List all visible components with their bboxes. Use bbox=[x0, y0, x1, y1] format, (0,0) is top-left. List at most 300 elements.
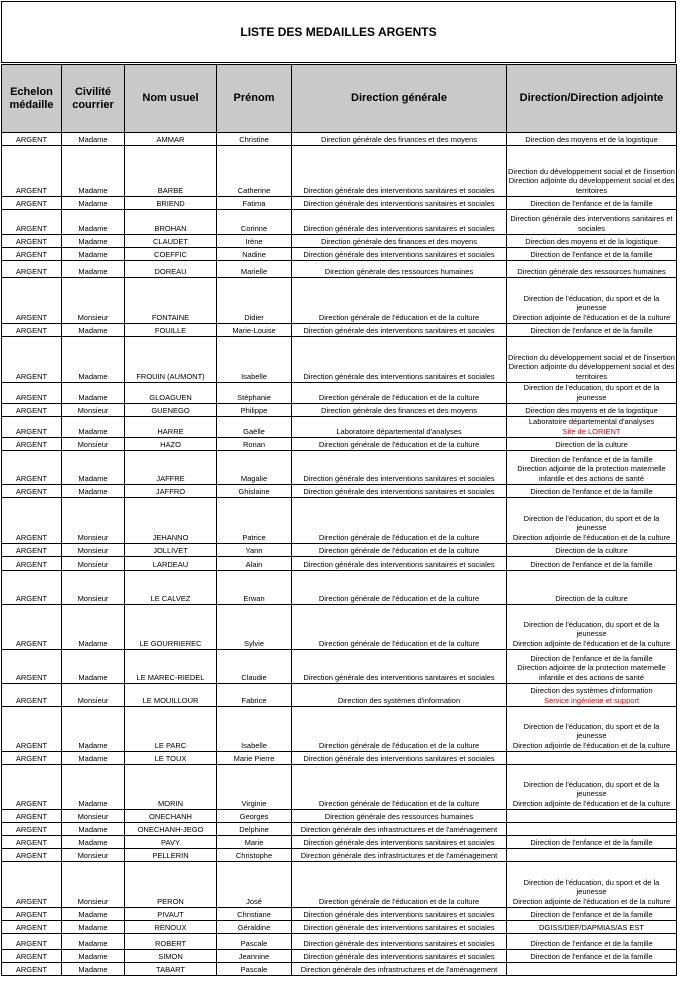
cell-echelon: ARGENT bbox=[2, 485, 62, 498]
cell-echelon: ARGENT bbox=[2, 765, 62, 810]
table-row bbox=[2, 197, 677, 210]
direction-adjointe-line: DGISS/DEF/DAPMIAS/AS EST bbox=[538, 922, 645, 932]
direction-adjointe-line: Direction générale des interventions sanitaires et sociales bbox=[510, 214, 673, 233]
cell-civilite: Madame bbox=[62, 451, 125, 485]
cell-echelon: ARGENT bbox=[2, 197, 62, 210]
header-nom: Nom usuel bbox=[125, 65, 217, 133]
cell-direction-adjointe bbox=[507, 810, 677, 823]
cell-nom: ROBERT bbox=[125, 934, 217, 950]
cell-direction-generale: Direction générale des interventions sanitaires et sociales bbox=[292, 485, 507, 498]
direction-adjointe-line: Direction de l'éducation, du sport et de la jeunesse bbox=[523, 721, 660, 740]
table-row bbox=[2, 544, 677, 557]
page-title: LISTE DES MEDAILLES ARGENTS bbox=[1, 1, 676, 63]
cell-nom: HAZO bbox=[125, 438, 217, 451]
table-row bbox=[2, 210, 677, 235]
cell-direction-adjointe bbox=[507, 605, 677, 650]
cell-direction-generale: Direction générale des interventions sanitaires et sociales bbox=[292, 337, 507, 383]
cell-direction-generale: Direction générale des interventions sanitaires et sociales bbox=[292, 934, 507, 950]
cell-nom: LE TOUX bbox=[125, 752, 217, 765]
cell-nom: LE CALVEZ bbox=[125, 571, 217, 605]
cell-civilite: Madame bbox=[62, 485, 125, 498]
cell-nom: RENOUX bbox=[125, 921, 217, 934]
cell-echelon: ARGENT bbox=[2, 908, 62, 921]
cell-direction-generale: Direction générale de l'éducation et de la culture bbox=[292, 571, 507, 605]
cell-nom: LE GOURRIEREC bbox=[125, 605, 217, 650]
cell-nom: ONECHANH bbox=[125, 810, 217, 823]
direction-adjointe-line: Direction des systèmes d'information bbox=[530, 686, 653, 695]
direction-adjointe-line: Direction de l'enfance et de la famille bbox=[530, 454, 653, 464]
cell-echelon: ARGENT bbox=[2, 557, 62, 571]
cell-prenom: Ghislaine bbox=[217, 485, 292, 498]
cell-civilite: Madame bbox=[62, 210, 125, 235]
cell-echelon: ARGENT bbox=[2, 235, 62, 248]
table-row bbox=[2, 862, 677, 908]
cell-direction-generale: Direction générale de l'éducation et de la culture bbox=[292, 544, 507, 557]
cell-nom: MORIN bbox=[125, 765, 217, 810]
table-row bbox=[2, 278, 677, 324]
cell-echelon: ARGENT bbox=[2, 146, 62, 197]
cell-nom: HARRE bbox=[125, 417, 217, 438]
cell-nom: LE PARC bbox=[125, 707, 217, 752]
cell-prenom: Didier bbox=[217, 278, 292, 324]
cell-civilite: Madame bbox=[62, 197, 125, 210]
cell-echelon: ARGENT bbox=[2, 404, 62, 417]
cell-nom: COEFFIC bbox=[125, 248, 217, 261]
header-prenom: Prénom bbox=[217, 65, 292, 133]
cell-direction-adjointe bbox=[507, 849, 677, 862]
cell-prenom: Stéphanie bbox=[217, 383, 292, 404]
direction-adjointe-line: Direction adjointe du développement social et des territoires bbox=[508, 362, 675, 381]
direction-adjointe-line: Direction adjointe de la protection maternelle infantile et des actions de santé bbox=[517, 464, 666, 483]
cell-echelon: ARGENT bbox=[2, 417, 62, 438]
cell-direction-adjointe bbox=[507, 261, 677, 278]
table-row bbox=[2, 571, 677, 605]
cell-prenom: Magalie bbox=[217, 451, 292, 485]
table-row bbox=[2, 337, 677, 383]
cell-echelon: ARGENT bbox=[2, 544, 62, 557]
cell-civilite: Monsieur bbox=[62, 404, 125, 417]
cell-prenom: Fatima bbox=[217, 197, 292, 210]
cell-nom: BARBE bbox=[125, 146, 217, 197]
cell-echelon: ARGENT bbox=[2, 324, 62, 337]
cell-prenom: Alain bbox=[217, 557, 292, 571]
cell-civilite: Madame bbox=[62, 950, 125, 963]
cell-civilite: Monsieur bbox=[62, 498, 125, 544]
table-row bbox=[2, 707, 677, 752]
cell-echelon: ARGENT bbox=[2, 248, 62, 261]
cell-direction-generale: Direction générale des infrastructures et de l'aménagement bbox=[292, 823, 507, 836]
cell-direction-adjointe bbox=[507, 765, 677, 810]
cell-echelon: ARGENT bbox=[2, 707, 62, 752]
direction-adjointe-line: Direction adjointe de l'éducation et de la culture bbox=[512, 312, 671, 322]
cell-direction-generale: Direction des systèmes d'information bbox=[292, 684, 507, 707]
direction-adjointe-line: Direction de l'enfance et de la famille bbox=[530, 653, 653, 663]
cell-direction-adjointe bbox=[507, 752, 677, 765]
direction-adjointe-line: Direction de l'éducation, du sport et de la jeunesse bbox=[523, 877, 660, 896]
direction-adjointe-line: Direction du développement social et de l'insertion bbox=[508, 352, 675, 362]
cell-prenom: Fabrice bbox=[217, 684, 292, 707]
cell-echelon: ARGENT bbox=[2, 921, 62, 934]
cell-direction-generale: Direction générale des interventions sanitaires et sociales bbox=[292, 650, 507, 684]
cell-echelon: ARGENT bbox=[2, 934, 62, 950]
cell-prenom: Philippe bbox=[217, 404, 292, 417]
cell-echelon: ARGENT bbox=[2, 337, 62, 383]
cell-civilite: Madame bbox=[62, 836, 125, 849]
table-row bbox=[2, 823, 677, 836]
cell-direction-adjointe bbox=[507, 650, 677, 684]
table-row bbox=[2, 404, 677, 417]
cell-direction-adjointe bbox=[507, 485, 677, 498]
cell-prenom: Nadine bbox=[217, 248, 292, 261]
cell-direction-adjointe bbox=[507, 248, 677, 261]
cell-civilite: Madame bbox=[62, 934, 125, 950]
direction-adjointe-line: Direction adjointe de l'éducation et de la culture bbox=[512, 638, 671, 648]
cell-direction-adjointe bbox=[507, 862, 677, 908]
table-row bbox=[2, 684, 677, 707]
cell-nom: JEHANNO bbox=[125, 498, 217, 544]
cell-prenom: Virginie bbox=[217, 765, 292, 810]
cell-prenom: Ronan bbox=[217, 438, 292, 451]
direction-adjointe-line: Direction de l'enfance et de la famille bbox=[530, 486, 653, 496]
cell-nom: PELLERIN bbox=[125, 849, 217, 862]
cell-civilite: Monsieur bbox=[62, 684, 125, 707]
cell-direction-adjointe bbox=[507, 235, 677, 248]
header-direction-generale: Direction générale bbox=[292, 65, 507, 133]
cell-direction-generale: Direction générale des interventions sanitaires et sociales bbox=[292, 146, 507, 197]
cell-prenom: Marie Pierre bbox=[217, 752, 292, 765]
cell-nom: PAVY bbox=[125, 836, 217, 849]
cell-prenom: Claudie bbox=[217, 650, 292, 684]
table-row bbox=[2, 836, 677, 849]
cell-direction-adjointe bbox=[507, 324, 677, 337]
cell-nom: JAFFRO bbox=[125, 485, 217, 498]
cell-direction-generale: Direction générale de l'éducation et de la culture bbox=[292, 498, 507, 544]
header-civilite: Civilité courrier bbox=[62, 65, 125, 133]
cell-nom: FONTAINE bbox=[125, 278, 217, 324]
table-row bbox=[2, 921, 677, 934]
table-row bbox=[2, 248, 677, 261]
cell-civilite: Madame bbox=[62, 383, 125, 404]
cell-direction-generale: Direction générale des interventions sanitaires et sociales bbox=[292, 248, 507, 261]
cell-prenom: Sylvie bbox=[217, 605, 292, 650]
cell-echelon: ARGENT bbox=[2, 383, 62, 404]
cell-prenom: Jeannine bbox=[217, 950, 292, 963]
cell-direction-generale: Direction générale des infrastructures et de l'aménagement bbox=[292, 963, 507, 976]
header-echelon: Echelon médaille bbox=[2, 65, 62, 133]
cell-direction-adjointe bbox=[507, 404, 677, 417]
cell-echelon: ARGENT bbox=[2, 438, 62, 451]
cell-civilite: Madame bbox=[62, 765, 125, 810]
table-row bbox=[2, 261, 677, 278]
cell-civilite: Monsieur bbox=[62, 557, 125, 571]
header-row bbox=[2, 65, 677, 133]
cell-civilite: Madame bbox=[62, 248, 125, 261]
direction-adjointe-line: Direction des moyens et de la logistique bbox=[525, 134, 658, 144]
cell-echelon: ARGENT bbox=[2, 950, 62, 963]
cell-direction-adjointe bbox=[507, 337, 677, 383]
cell-echelon: ARGENT bbox=[2, 836, 62, 849]
cell-civilite: Monsieur bbox=[62, 544, 125, 557]
direction-adjointe-line: Direction adjointe de l'éducation et de la culture bbox=[512, 532, 671, 542]
cell-direction-generale: Direction générale de l'éducation et de la culture bbox=[292, 605, 507, 650]
medals-table bbox=[1, 64, 677, 976]
cell-echelon: ARGENT bbox=[2, 849, 62, 862]
cell-direction-generale: Direction générale de l'éducation et de la culture bbox=[292, 862, 507, 908]
table-row bbox=[2, 451, 677, 485]
cell-civilite: Madame bbox=[62, 146, 125, 197]
cell-direction-adjointe bbox=[507, 133, 677, 146]
table-row bbox=[2, 133, 677, 146]
cell-direction-generale: Direction générale des finances et des moyens bbox=[292, 404, 507, 417]
cell-direction-generale: Direction générale des interventions sanitaires et sociales bbox=[292, 836, 507, 849]
cell-echelon: ARGENT bbox=[2, 684, 62, 707]
cell-prenom: Yann bbox=[217, 544, 292, 557]
cell-direction-adjointe bbox=[507, 684, 677, 707]
cell-civilite: Monsieur bbox=[62, 849, 125, 862]
direction-adjointe-line: Direction de l'enfance et de la famille bbox=[530, 938, 653, 948]
cell-nom: LE MOUILLOUR bbox=[125, 684, 217, 707]
cell-prenom: Patrice bbox=[217, 498, 292, 544]
cell-direction-adjointe bbox=[507, 451, 677, 485]
direction-adjointe-line: Direction adjointe du développement social et des territoires bbox=[508, 176, 675, 195]
cell-prenom: Marielle bbox=[217, 261, 292, 278]
direction-adjointe-line: Direction de l'éducation, du sport et de la jeunesse bbox=[523, 779, 660, 798]
cell-civilite: Madame bbox=[62, 235, 125, 248]
cell-direction-generale: Direction générale de l'éducation et de la culture bbox=[292, 438, 507, 451]
cell-direction-adjointe bbox=[507, 950, 677, 963]
direction-adjointe-line: Direction de l'éducation, du sport et de la jeunesse bbox=[523, 293, 660, 312]
table-row bbox=[2, 849, 677, 862]
header-direction-adjointe: Direction/Direction adjointe bbox=[507, 65, 677, 133]
cell-nom: ONECHANH-JEGO bbox=[125, 823, 217, 836]
direction-adjointe-line: Direction de la culture bbox=[555, 439, 628, 449]
cell-prenom: Christophe bbox=[217, 849, 292, 862]
direction-adjointe-line: Laboratoire départemental d'analyses bbox=[528, 417, 655, 426]
cell-nom: FOUILLE bbox=[125, 324, 217, 337]
cell-civilite: Madame bbox=[62, 963, 125, 976]
direction-adjointe-line: Direction adjointe de l'éducation et de la culture bbox=[512, 798, 671, 808]
cell-nom: GLOAGUEN bbox=[125, 383, 217, 404]
table-row bbox=[2, 485, 677, 498]
table-row bbox=[2, 324, 677, 337]
cell-direction-adjointe bbox=[507, 383, 677, 404]
cell-direction-generale: Direction générale des interventions sanitaires et sociales bbox=[292, 210, 507, 235]
cell-nom: BROHAN bbox=[125, 210, 217, 235]
table-row bbox=[2, 963, 677, 976]
cell-direction-adjointe bbox=[507, 921, 677, 934]
direction-adjointe-line: Direction des moyens et de la logistique bbox=[525, 236, 658, 246]
cell-nom: LARDEAU bbox=[125, 557, 217, 571]
cell-civilite: Madame bbox=[62, 261, 125, 278]
cell-civilite: Madame bbox=[62, 605, 125, 650]
cell-nom: SIMON bbox=[125, 950, 217, 963]
cell-direction-generale: Direction générale des interventions sanitaires et sociales bbox=[292, 752, 507, 765]
table-row bbox=[2, 438, 677, 451]
cell-civilite: Madame bbox=[62, 823, 125, 836]
direction-adjointe-line: Direction de l'enfance et de la famille bbox=[530, 325, 653, 335]
cell-nom: BRIEND bbox=[125, 197, 217, 210]
cell-direction-generale: Direction générale des interventions sanitaires et sociales bbox=[292, 908, 507, 921]
cell-direction-generale: Direction générale des interventions sanitaires et sociales bbox=[292, 921, 507, 934]
table-row bbox=[2, 934, 677, 950]
cell-echelon: ARGENT bbox=[2, 823, 62, 836]
cell-civilite: Monsieur bbox=[62, 571, 125, 605]
direction-adjointe-line: Direction de la culture bbox=[555, 593, 628, 603]
cell-direction-adjointe bbox=[507, 963, 677, 976]
cell-direction-adjointe bbox=[507, 707, 677, 752]
cell-direction-adjointe bbox=[507, 278, 677, 324]
cell-civilite: Madame bbox=[62, 337, 125, 383]
table-row bbox=[2, 950, 677, 963]
cell-echelon: ARGENT bbox=[2, 650, 62, 684]
cell-civilite: Monsieur bbox=[62, 810, 125, 823]
direction-adjointe-line: Site de LORIENT bbox=[562, 426, 621, 436]
cell-direction-generale: Direction générale des interventions sanitaires et sociales bbox=[292, 324, 507, 337]
cell-civilite: Madame bbox=[62, 650, 125, 684]
direction-adjointe-line: Direction de l'éducation, du sport et de la jeunesse bbox=[523, 513, 660, 532]
table-row bbox=[2, 417, 677, 438]
cell-direction-adjointe bbox=[507, 934, 677, 950]
table-row bbox=[2, 235, 677, 248]
cell-echelon: ARGENT bbox=[2, 963, 62, 976]
direction-adjointe-line: Direction de l'éducation, du sport et de la jeunesse bbox=[523, 383, 660, 402]
direction-adjointe-line: Direction des moyens et de la logistique bbox=[525, 405, 658, 415]
cell-civilite: Monsieur bbox=[62, 438, 125, 451]
cell-nom: JOLLIVET bbox=[125, 544, 217, 557]
cell-nom: LE MAREC-RIEDEL bbox=[125, 650, 217, 684]
cell-echelon: ARGENT bbox=[2, 451, 62, 485]
cell-direction-adjointe bbox=[507, 146, 677, 197]
direction-adjointe-line: Direction du développement social et de l'insertion bbox=[508, 166, 675, 176]
table-row bbox=[2, 752, 677, 765]
cell-civilite: Madame bbox=[62, 133, 125, 146]
direction-adjointe-line: Direction de l'enfance et de la famille bbox=[530, 249, 653, 259]
table-row bbox=[2, 908, 677, 921]
direction-adjointe-line: Direction générale des ressources humaines bbox=[517, 266, 666, 276]
cell-echelon: ARGENT bbox=[2, 862, 62, 908]
cell-civilite: Monsieur bbox=[62, 862, 125, 908]
cell-echelon: ARGENT bbox=[2, 571, 62, 605]
cell-direction-generale: Direction générale des interventions sanitaires et sociales bbox=[292, 197, 507, 210]
direction-adjointe-line: Direction de l'enfance et de la famille bbox=[530, 559, 653, 569]
cell-prenom: Corinne bbox=[217, 210, 292, 235]
table-row bbox=[2, 765, 677, 810]
cell-prenom: Delphine bbox=[217, 823, 292, 836]
cell-civilite: Madame bbox=[62, 752, 125, 765]
cell-prenom: Catherine bbox=[217, 146, 292, 197]
cell-direction-adjointe bbox=[507, 197, 677, 210]
cell-echelon: ARGENT bbox=[2, 752, 62, 765]
cell-prenom: Marie-Louise bbox=[217, 324, 292, 337]
cell-direction-generale: Direction générale des ressources humaines bbox=[292, 810, 507, 823]
table-row bbox=[2, 605, 677, 650]
cell-echelon: ARGENT bbox=[2, 810, 62, 823]
cell-prenom: Marie bbox=[217, 836, 292, 849]
direction-adjointe-line: Service ingénierie et support bbox=[543, 695, 640, 705]
cell-prenom: Isabelle bbox=[217, 707, 292, 752]
cell-direction-generale: Direction générale des interventions sanitaires et sociales bbox=[292, 950, 507, 963]
cell-direction-generale: Direction générale des interventions sanitaires et sociales bbox=[292, 557, 507, 571]
cell-echelon: ARGENT bbox=[2, 210, 62, 235]
direction-adjointe-line: Direction adjointe de l'éducation et de la culture bbox=[512, 896, 671, 906]
cell-direction-generale: Direction générale de l'éducation et de la culture bbox=[292, 765, 507, 810]
cell-direction-adjointe bbox=[507, 823, 677, 836]
cell-echelon: ARGENT bbox=[2, 498, 62, 544]
cell-nom: PERON bbox=[125, 862, 217, 908]
cell-direction-adjointe bbox=[507, 908, 677, 921]
cell-direction-generale: Direction générale des ressources humaines bbox=[292, 261, 507, 278]
table-body bbox=[2, 133, 677, 976]
cell-direction-generale: Direction générale des infrastructures et de l'aménagement bbox=[292, 849, 507, 862]
cell-prenom: Georges bbox=[217, 810, 292, 823]
cell-echelon: ARGENT bbox=[2, 605, 62, 650]
cell-echelon: ARGENT bbox=[2, 261, 62, 278]
direction-adjointe-line: Direction de l'enfance et de la famille bbox=[530, 951, 653, 961]
cell-direction-generale: Direction générale de l'éducation et de la culture bbox=[292, 707, 507, 752]
cell-direction-adjointe bbox=[507, 438, 677, 451]
cell-prenom: Christine bbox=[217, 133, 292, 146]
table-row bbox=[2, 810, 677, 823]
cell-civilite: Madame bbox=[62, 921, 125, 934]
cell-nom: TABART bbox=[125, 963, 217, 976]
direction-adjointe-line: Direction adjointe de l'éducation et de la culture bbox=[512, 740, 671, 750]
cell-prenom: Géraldine bbox=[217, 921, 292, 934]
direction-adjointe-line: Direction adjointe de la protection maternelle infantile et des actions de santé bbox=[517, 663, 666, 682]
cell-direction-adjointe bbox=[507, 571, 677, 605]
direction-adjointe-line: Direction de l'enfance et de la famille bbox=[530, 837, 653, 847]
cell-direction-adjointe bbox=[507, 544, 677, 557]
cell-nom: JAFFRE bbox=[125, 451, 217, 485]
cell-direction-generale: Direction générale des finances et des moyens bbox=[292, 235, 507, 248]
cell-civilite: Madame bbox=[62, 908, 125, 921]
cell-direction-generale: Direction générale de l'éducation et de la culture bbox=[292, 383, 507, 404]
cell-direction-generale: Direction générale de l'éducation et de la culture bbox=[292, 278, 507, 324]
table-row bbox=[2, 557, 677, 571]
cell-prenom: Pascale bbox=[217, 934, 292, 950]
table-row bbox=[2, 650, 677, 684]
direction-adjointe-line: Direction de l'enfance et de la famille bbox=[530, 909, 653, 919]
cell-nom: DOREAU bbox=[125, 261, 217, 278]
cell-prenom: Irène bbox=[217, 235, 292, 248]
cell-direction-adjointe bbox=[507, 417, 677, 438]
cell-civilite: Madame bbox=[62, 707, 125, 752]
cell-civilite: Monsieur bbox=[62, 278, 125, 324]
cell-civilite: Madame bbox=[62, 324, 125, 337]
cell-prenom: José bbox=[217, 862, 292, 908]
cell-nom: PIVAUT bbox=[125, 908, 217, 921]
cell-nom: FROUIN (AUMONT) bbox=[125, 337, 217, 383]
cell-direction-generale: Direction générale des interventions sanitaires et sociales bbox=[292, 451, 507, 485]
direction-adjointe-line: Direction de la culture bbox=[555, 545, 628, 555]
cell-prenom: Gaëlle bbox=[217, 417, 292, 438]
cell-prenom: Pascale bbox=[217, 963, 292, 976]
cell-direction-adjointe bbox=[507, 836, 677, 849]
cell-echelon: ARGENT bbox=[2, 278, 62, 324]
cell-nom: CLAUDET bbox=[125, 235, 217, 248]
cell-civilite: Madame bbox=[62, 417, 125, 438]
cell-nom: GUENEGO bbox=[125, 404, 217, 417]
cell-direction-adjointe bbox=[507, 210, 677, 235]
direction-adjointe-line: Direction de l'enfance et de la famille bbox=[530, 198, 653, 208]
cell-echelon: ARGENT bbox=[2, 133, 62, 146]
direction-adjointe-line: Direction de l'éducation, du sport et de la jeunesse bbox=[523, 619, 660, 638]
cell-prenom: Isabelle bbox=[217, 337, 292, 383]
cell-direction-adjointe bbox=[507, 557, 677, 571]
table-row bbox=[2, 146, 677, 197]
cell-prenom: Christiane bbox=[217, 908, 292, 921]
cell-direction-generale: Laboratoire départemental d'analyses bbox=[292, 417, 507, 438]
cell-nom: AMMAR bbox=[125, 133, 217, 146]
